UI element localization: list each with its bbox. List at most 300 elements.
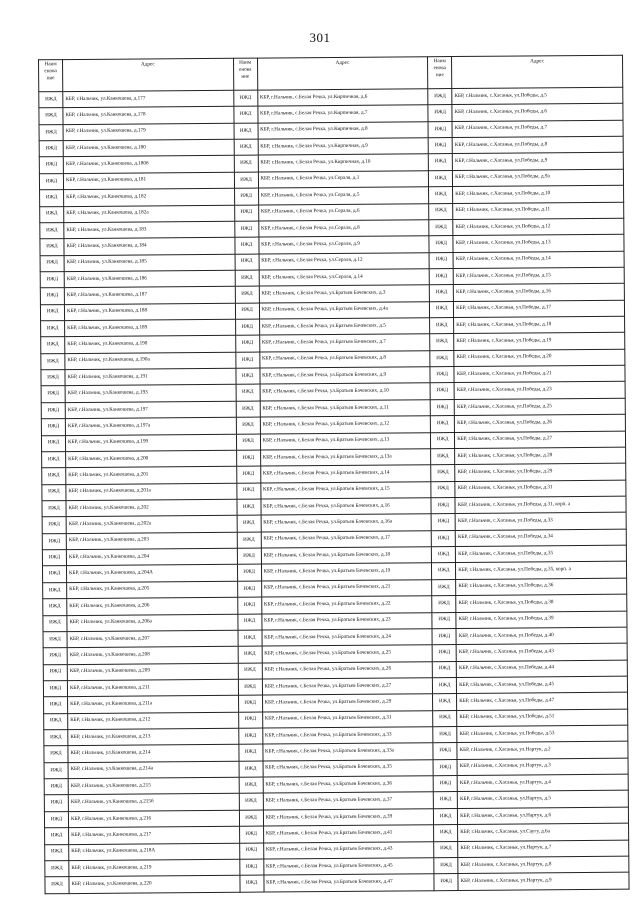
object-type-cell: ИЖД xyxy=(238,630,262,647)
object-type-cell: ИЖД xyxy=(40,304,64,321)
address-cell: КБР, г.Нальчик, с.Хасанья, ул.Победы, д.34 xyxy=(455,529,626,547)
object-type-cell: ИЖД xyxy=(44,746,68,763)
object-type-cell: ИЖД xyxy=(432,596,456,613)
object-type-cell: ИЖД xyxy=(44,795,68,812)
object-type-cell: ИЖД xyxy=(236,466,260,483)
address-cell: КБР, г.Нальчик, ул.Канкошева, д.219 xyxy=(69,859,240,877)
object-type-cell: ИЖД xyxy=(42,533,66,550)
address-cell: КБР, г.Нальчик, с.Белая Речка, ул.Братьев Бачевских, д.22 xyxy=(261,596,432,614)
object-type-cell: ИЖД xyxy=(236,401,260,418)
object-type-cell: ИЖД xyxy=(42,550,66,567)
address-cell: КБР, г.Нальчик, с.Хасанья, ул.Победы, д.45 xyxy=(457,676,628,694)
object-type-cell: ИЖД xyxy=(41,321,65,338)
address-cell: КБР, г.Нальчик, с.Хасанья, ул.Победы, д.40 xyxy=(456,627,627,645)
object-type-cell: ИЖД xyxy=(40,272,64,289)
address-cell: КБР, г.Нальчик, с.Белая Речка, ул.Братьев Бачевских, д.9 xyxy=(260,367,431,385)
address-cell: КБР, г.Нальчик, ул.Канкошева, д.201 xyxy=(66,467,237,485)
address-cell: КБР, г.Нальчик, с.Белая Речка, ул.Сераля, д.1 xyxy=(258,171,429,189)
object-type-cell: ИЖД xyxy=(39,141,63,158)
address-cell: КБР, г.Нальчик, с.Хасанья, ул.Нартук, д.5 xyxy=(457,791,628,809)
address-cell: КБР, г.Нальчик, с.Хасанья, ул.Нартук, д.6 xyxy=(458,807,629,825)
address-cell: КБР, г.Нальчик, с.Хасанья, ул.Саугу, д.6а xyxy=(458,823,629,841)
object-type-cell: ИЖД xyxy=(432,547,456,564)
object-type-cell: ИЖД xyxy=(432,579,456,596)
address-cell: КБР, г.Нальчик, с.Белая Речка, ул.Сераля, д.6 xyxy=(258,203,429,221)
address-cell: КБР, г.Нальчик, с.Хасанья, ул.Победы, д.8 xyxy=(452,136,623,154)
object-type-cell: ИЖД xyxy=(236,368,260,385)
object-type-cell: ИЖД xyxy=(234,172,258,189)
address-cell: КБР, г.Нальчик, ул.Канкошева, д.214 xyxy=(68,745,239,763)
object-type-cell: ИЖД xyxy=(233,106,257,123)
address-cell: КБР, г.Нальчик, с.Хасанья, ул.Победы, д.11 xyxy=(453,202,624,220)
address-cell: КБР, г.Нальчик, с.Белая Речка, ул.Братьев Бачевских, д.5 xyxy=(259,318,430,336)
object-type-cell: ИЖД xyxy=(433,677,457,694)
object-type-cell: ИЖД xyxy=(234,123,258,140)
object-type-cell: ИЖД xyxy=(45,860,69,877)
object-type-cell: ИЖД xyxy=(432,645,456,662)
address-cell: КБР, г.Нальчик, ул.Канкошева, д.182 xyxy=(64,188,235,206)
object-type-cell: ИЖД xyxy=(236,385,260,402)
object-type-cell: ИЖД xyxy=(40,222,64,239)
object-type-cell: ИЖД xyxy=(432,661,456,678)
address-cell: КБР, г.Нальчик, с.Белая Речка, ул.Братьев Бачевских, д.14 xyxy=(260,465,431,483)
address-cell: КБР, г.Нальчик, ул.Канкошева, д.197 xyxy=(65,401,236,419)
address-cell: КБР, г.Нальчик, ул.Канкошева, д.179 xyxy=(63,123,234,141)
object-type-cell: ИЖД xyxy=(433,776,457,793)
address-cell: КБР, г.Нальчик, с.Белая Речка, ул.Братьев Бачевских, д.7 xyxy=(259,334,430,352)
object-type-cell: ИЖД xyxy=(433,759,457,776)
object-type-cell: ИЖД xyxy=(428,154,452,171)
address-cell: КБР, г.Нальчик, ул.Канкошева, д.220 xyxy=(69,875,240,893)
object-type-cell: ИЖД xyxy=(240,875,264,892)
address-cell: КБР, г.Нальчик, ул.Канкошева, д.190а xyxy=(65,352,236,370)
object-type-cell: ИЖД xyxy=(39,157,63,174)
address-cell: КБР, г.Нальчик, ул.Канкошева, д.204А xyxy=(66,565,237,583)
object-type-cell: ИЖД xyxy=(234,221,258,238)
address-cell: КБР, г.Нальчик, с.Хасанья, ул.Победы, д.25 xyxy=(454,398,625,416)
object-type-cell: ИЖД xyxy=(235,286,259,303)
object-type-cell: ИЖД xyxy=(434,841,458,858)
object-type-cell: ИЖД xyxy=(234,139,258,156)
address-cell: КБР, г.Нальчик, с.Белая Речка, ул.Братьев Бачевских, д.24 xyxy=(262,629,433,647)
address-cell: КБР, г.Нальчик, с.Хасанья, ул.Победы, д.51 xyxy=(457,709,628,727)
address-cell: КБР, г.Нальчик, ул.Канкошева, д.201а xyxy=(66,483,237,501)
address-cell: КБР, г.Нальчик, с.Хасанья, ул.Победы, д.17 xyxy=(454,300,625,318)
address-cell: КБР, г.Нальчик, ул.Канкошева, д.203 xyxy=(66,532,237,550)
address-cell: КБР, г.Нальчик, ул.Канкошева, д.216 xyxy=(68,810,239,828)
object-type-cell: ИЖД xyxy=(429,236,453,253)
address-cell: КБР, г.Нальчик, с.Белая Речка, ул.Братьев Бачевских, д.12 xyxy=(260,416,431,434)
address-cell: КБР, г.Нальчик, с.Белая Речка, ул.Кирпичная, д.7 xyxy=(257,105,428,123)
address-cell: КБР, г.Нальчик, с.Белая Речка, ул.Братьев Бачевских, д.18 xyxy=(261,547,432,565)
address-cell: КБР, г.Нальчик, с.Белая Речка, ул.Сераля, д.8 xyxy=(258,220,429,238)
object-type-cell: ИЖД xyxy=(233,90,257,107)
object-type-cell: ИЖД xyxy=(429,219,453,236)
object-type-cell: ИЖД xyxy=(238,663,262,680)
address-cell: КБР, г.Нальчик, с.Хасанья, ул.Победы, д.12 xyxy=(453,218,624,236)
address-cell: КБР, г.Нальчик, с.Белая Речка, ул.Братьев Бачевских, д.27 xyxy=(262,678,433,696)
object-type-cell: ИЖД xyxy=(235,303,259,320)
object-type-cell: ИЖД xyxy=(430,350,454,367)
address-table xyxy=(38,55,629,894)
address-cell: КБР, г.Нальчик, ул.Канкошева, д.186 xyxy=(64,270,235,288)
address-cell: КБР, г.Нальчик, с.Белая Речка, ул.Кирпичная, д.8 xyxy=(258,121,429,139)
address-cell: КБР, г.Нальчик, ул.Канкошева, д.190 xyxy=(65,336,236,354)
object-type-cell: ИЖД xyxy=(239,826,263,843)
address-cell: КБР, г.Нальчик, с.Хасанья, ул.Победы, д.28 xyxy=(455,447,626,465)
object-type-cell: ИЖД xyxy=(429,252,453,269)
address-cell: КБР, г.Нальчик, с.Хасанья, ул.Победы, д.47 xyxy=(457,692,628,710)
address-cell: КБР, г.Нальчик, с.Белая Речка, ул.Братьев Бачевских, д.47 xyxy=(264,874,435,892)
object-type-cell: ИЖД xyxy=(428,138,452,155)
address-cell: КБР, г.Нальчик, ул.Канкошева, д.183 xyxy=(64,221,235,239)
address-cell: КБР, г.Нальчик, ул.Канкошева, д.214а xyxy=(68,761,239,779)
header-address-3: Адрес xyxy=(452,55,623,88)
header-name-3: Наим енова ние xyxy=(428,57,452,89)
address-cell: КБР, г.Нальчик, с.Хасанья, ул.Победы, д.26 xyxy=(455,414,626,432)
address-cell: КБР, г.Нальчик, с.Хасанья, ул.Победы, д.31 xyxy=(455,480,626,498)
object-type-cell: ИЖД xyxy=(235,237,259,254)
address-cell: КБР, г.Нальчик, с.Белая Речка, ул.Сераля, д.14 xyxy=(259,269,430,287)
object-type-cell: ИЖД xyxy=(43,582,67,599)
address-cell: КБР, г.Нальчик, с.Белая Речка, ул.Братьев Бачевских, д.36 xyxy=(263,776,434,794)
object-type-cell: ИЖД xyxy=(239,859,263,876)
object-type-cell: ИЖД xyxy=(44,713,68,730)
address-cell: КБР, г.Нальчик, ул.Канкошева, д.211 xyxy=(67,679,238,697)
object-type-cell: ИЖД xyxy=(238,712,262,729)
address-cell: КБР, г.Нальчик, с.Хасанья, ул.Победы, д.6 xyxy=(452,104,623,122)
address-cell: КБР, г.Нальчик, с.Хасанья, ул.Победы, д.38 xyxy=(456,594,627,612)
object-type-cell: ИЖД xyxy=(238,679,262,696)
object-type-cell: ИЖД xyxy=(39,124,63,141)
object-type-cell: ИЖД xyxy=(236,483,260,500)
address-cell: КБР, г.Нальчик, ул.Канкошева, д.215б xyxy=(68,794,239,812)
address-cell: КБР, г.Нальчик, с.Белая Речка, ул.Братьев Бачевских, д.41 xyxy=(263,825,434,843)
object-type-cell: ИЖД xyxy=(429,187,453,204)
address-cell: КБР, г.Нальчик, с.Белая Речка, ул.Братьев Бачевских, д.21 xyxy=(261,579,432,597)
object-type-cell: ИЖД xyxy=(237,614,261,631)
address-cell: КБР, г.Нальчик, ул.Канкошева, д.218А xyxy=(69,843,240,861)
object-type-cell: ИЖД xyxy=(41,419,65,436)
address-cell: КБР, г.Нальчик, с.Белая Речка, ул.Братьев Бачевских, д.45 xyxy=(263,858,434,876)
object-type-cell: ИЖД xyxy=(239,777,263,794)
object-type-cell: ИЖД xyxy=(41,370,65,387)
address-cell: КБР, г.Нальчик, с.Хасанья, ул.Победы, д.15 xyxy=(453,267,624,285)
object-type-cell: ИЖД xyxy=(237,597,261,614)
address-cell: КБР, г.Нальчик, с.Хасанья, ул.Победы, д.7 xyxy=(452,120,623,138)
address-cell: КБР, г.Нальчик, с.Хасанья, ул.Победы, д.35, корп. а xyxy=(456,562,627,580)
object-type-cell: ИЖД xyxy=(44,779,68,796)
address-cell: КБР, г.Нальчик, с.Хасанья, ул.Победы, д.39 xyxy=(456,611,627,629)
object-type-cell: ИЖД xyxy=(428,121,452,138)
header-address-1: Адрес xyxy=(63,58,234,91)
object-type-cell: ИЖД xyxy=(239,761,263,778)
address-cell: КБР, г.Нальчик, с.Хасанья, ул.Нартук, д.4 xyxy=(457,774,628,792)
address-cell: КБР, г.Нальчик, с.Хасанья, ул.Победы, д.36 xyxy=(456,578,627,596)
object-type-cell: ИЖД xyxy=(44,730,68,747)
object-type-cell: ИЖД xyxy=(45,877,69,894)
object-type-cell: ИЖД xyxy=(431,448,455,465)
address-cell: КБР, г.Нальчик, ул.Канкошева, д.204 xyxy=(66,548,237,566)
address-cell: КБР, г.Нальчик, с.Белая Речка, ул.Братьев Бачевских, д.13а xyxy=(260,449,431,467)
object-type-cell: ИЖД xyxy=(40,206,64,223)
address-cell: КБР, г.Нальчик, с.Хасанья, ул.Победы, д.9 xyxy=(452,153,623,171)
address-cell: КБР, г.Нальчик, ул.Канкошева, д.208 xyxy=(67,646,238,664)
address-cell: КБР, г.Нальчик, с.Хасанья, ул.Победы, д.21 xyxy=(454,365,625,383)
address-cell: КБР, г.Нальчик, с.Белая Речка, ул.Братьев Бачевских, д.19 xyxy=(261,563,432,581)
object-type-cell: ИЖД xyxy=(42,484,66,501)
object-type-cell: ИЖД xyxy=(433,694,457,711)
object-type-cell: ИЖД xyxy=(429,203,453,220)
object-type-cell: ИЖД xyxy=(432,563,456,580)
address-cell: КБР, г.Нальчик, ул.Канкошева, д.185 xyxy=(64,254,235,272)
object-type-cell: ИЖД xyxy=(237,564,261,581)
address-cell: КБР, г.Нальчик, с.Белая Речка, ул.Кирпичная, д.9 xyxy=(258,138,429,156)
address-cell: КБР, г.Нальчик, с.Хасанья, ул.Победы, д.13 xyxy=(453,234,624,252)
object-type-cell: ИЖД xyxy=(234,205,258,222)
object-type-cell: ИЖД xyxy=(430,399,454,416)
address-cell: КБР, г.Нальчик, с.Хасанья, ул.Победы, д.14 xyxy=(453,251,624,269)
address-cell: КБР, г.Нальчик, с.Хасанья, ул.Победы, д.29 xyxy=(455,463,626,481)
address-cell: КБР, г.Нальчик, ул.Канкошева, д.191 xyxy=(65,368,236,386)
object-type-cell: ИЖД xyxy=(234,188,258,205)
object-type-cell: ИЖД xyxy=(433,792,457,809)
object-type-cell: ИЖД xyxy=(432,628,456,645)
object-type-cell: ИЖД xyxy=(41,435,65,452)
object-type-cell: ИЖД xyxy=(40,255,64,272)
object-type-cell: ИЖД xyxy=(45,844,69,861)
header-address-2: Адрес xyxy=(257,57,428,90)
address-cell: КБР, г.Нальчик, с.Хасанья, ул.Нартук, д.7 xyxy=(458,840,629,858)
address-cell: КБР, г.Нальчик, ул.Канкошева, д.209 xyxy=(67,663,238,681)
object-type-cell: ИЖД xyxy=(40,190,64,207)
address-cell: КБР, г.Нальчик, с.Белая Речка, ул.Братьев Бачевских, д.39 xyxy=(263,809,434,827)
object-type-cell: ИЖД xyxy=(432,612,456,629)
object-type-cell: ИЖД xyxy=(431,498,455,515)
address-cell: КБР, г.Нальчик, ул.Канкошева, д.211а xyxy=(68,696,239,714)
object-type-cell: ИЖД xyxy=(43,664,67,681)
address-cell: КБР, г.Нальчик, с.Белая Речка, ул.Братьев Бачевских, д.17 xyxy=(261,530,432,548)
address-cell: КБР, г.Нальчик, с.Хасанья, ул.Победы, д.19 xyxy=(454,333,625,351)
address-cell: КБР, г.Нальчик, с.Белая Речка, ул.Братьев Бачевских, д.11 xyxy=(260,400,431,418)
object-type-cell: ИЖД xyxy=(238,646,262,663)
address-cell: КБР, г.Нальчик, ул.Канкошева, д.181 xyxy=(63,172,234,190)
object-type-cell: ИЖД xyxy=(433,727,457,744)
object-type-cell: ИЖД xyxy=(43,631,67,648)
address-cell: КБР, г.Нальчик, с.Хасанья, ул.Победы, д.35 xyxy=(456,545,627,563)
address-cell: КБР, г.Нальчик, с.Хасанья, ул.Победы, д.44 xyxy=(456,660,627,678)
object-type-cell: ИЖД xyxy=(430,318,454,335)
address-cell: КБР, г.Нальчик, с.Хасанья, ул.Победы, д.43 xyxy=(456,643,627,661)
address-cell: КБР, г.Нальчик, с.Белая Речка, ул.Братьев Бачевских, д.16а xyxy=(261,514,432,532)
object-type-cell: ИЖД xyxy=(39,173,63,190)
object-type-cell: ИЖД xyxy=(44,811,68,828)
object-type-cell: ИЖД xyxy=(434,808,458,825)
address-cell: КБР, г.Нальчик, ул.Канкошева, д.202а xyxy=(66,516,237,534)
address-cell: КБР, г.Нальчик, ул.Канкошева, д.206а xyxy=(67,614,238,632)
object-type-cell: ИЖД xyxy=(237,515,261,532)
address-cell: КБР, г.Нальчик, с.Белая Речка, ул.Сераля, д.9 xyxy=(259,236,430,254)
address-cell: КБР, г.Нальчик, с.Белая Речка, ул.Братьев Бачевских, д.8 xyxy=(259,350,430,368)
address-cell: КБР, г.Нальчик, с.Хасанья, ул.Победы, д.53 xyxy=(457,725,628,743)
object-type-cell: ИЖД xyxy=(42,517,66,534)
address-cell: КБР, г.Нальчик, с.Белая Речка, ул.Братьев Бачевских, д.33а xyxy=(262,743,433,761)
address-cell: КБР, г.Нальчик, ул.Канкошева, д.215 xyxy=(68,777,239,795)
object-type-cell: ИЖД xyxy=(239,843,263,860)
address-cell: КБР, г.Нальчик, с.Хасанья, ул.Победы, д.20 xyxy=(454,349,625,367)
object-type-cell: ИЖД xyxy=(429,285,453,302)
object-type-cell: ИЖД xyxy=(42,501,66,518)
object-type-cell: ИЖД xyxy=(430,301,454,318)
object-type-cell: ИЖД xyxy=(43,681,67,698)
address-cell: КБР, г.Нальчик, с.Белая Речка, ул.Братьев Бачевских, д.43 xyxy=(263,841,434,859)
object-type-cell: ИЖД xyxy=(237,499,261,516)
address-cell: КБР, г.Нальчик, с.Белая Речка, ул.Братьев Бачевских, д.23 xyxy=(261,612,432,630)
object-type-cell: ИЖД xyxy=(237,548,261,565)
object-type-cell: ИЖД xyxy=(236,450,260,467)
address-cell: КБР, г.Нальчик, с.Белая Речка, ул.Братьев Бачевских, д.13 xyxy=(260,432,431,450)
address-cell: КБР, г.Нальчик, ул.Канкошева, д.197а xyxy=(65,417,236,435)
table-row xyxy=(45,872,629,893)
address-cell: КБР, г.Нальчик, с.Хасанья, ул.Победы, д.33 xyxy=(455,513,626,531)
address-cell: КБР, г.Нальчик, с.Хасанья, ул.Нартук, д.3 xyxy=(457,758,628,776)
address-cell: КБР, г.Нальчик, с.Белая Речка, ул.Братьев Бачевских, д.29 xyxy=(262,694,433,712)
object-type-cell: ИЖД xyxy=(431,432,455,449)
address-cell: КБР, г.Нальчик, с.Белая Речка, ул.Сераля, д.5 xyxy=(258,187,429,205)
address-cell: КБР, г.Нальчик, с.Хасанья, ул.Победы, д.23 xyxy=(454,382,625,400)
object-type-cell: ИЖД xyxy=(431,514,455,531)
object-type-cell: ИЖД xyxy=(235,352,259,369)
object-type-cell: ИЖД xyxy=(235,319,259,336)
address-cell: КБР, г.Нальчик, ул.Канкошева, д.182а xyxy=(64,205,235,223)
address-cell: КБР, г.Нальчик, с.Хасанья, ул.Победы, д.5 xyxy=(452,87,623,105)
object-type-cell: ИЖД xyxy=(430,334,454,351)
address-cell: КБР, г.Нальчик, с.Белая Речка, ул.Сераля, д.12 xyxy=(259,252,430,270)
object-type-cell: ИЖД xyxy=(41,386,65,403)
address-cell: КБР, г.Нальчик, с.Хасанья, ул.Победы, д.10 xyxy=(453,185,624,203)
object-type-cell: ИЖД xyxy=(239,810,263,827)
table-body xyxy=(39,87,629,893)
address-cell: КБР, г.Нальчик, ул.Канкошева, д.189 xyxy=(65,319,236,337)
object-type-cell: ИЖД xyxy=(430,383,454,400)
object-type-cell: ИЖД xyxy=(239,794,263,811)
address-cell: КБР, г.Нальчик, ул.Канкошева, д.205 xyxy=(67,581,238,599)
address-cell: КБР, г.Нальчик, с.Белая Речка, ул.Братьев Бачевских, д.16 xyxy=(261,498,432,516)
object-type-cell: ИЖД xyxy=(431,465,455,482)
header-name-1: Наим енова ние xyxy=(39,60,63,92)
address-cell: КБР, г.Нальчик, ул.Канкошева, д.180б xyxy=(63,156,234,174)
object-type-cell: ИЖД xyxy=(236,417,260,434)
object-type-cell: ИЖД xyxy=(429,268,453,285)
object-type-cell: ИЖД xyxy=(42,566,66,583)
address-cell: КБР, г.Нальчик, с.Хасанья, ул.Нартук, д.8 xyxy=(458,856,629,874)
address-cell: КБР, г.Нальчик, ул.Канкошева, д.178 xyxy=(63,107,234,125)
address-cell: КБР, г.Нальчик, с.Белая Речка, ул.Братьев Бачевских, д.4а xyxy=(259,301,430,319)
address-cell: КБР, г.Нальчик, с.Белая Речка, ул.Братьев Бачевских, д.33 xyxy=(262,727,433,745)
object-type-cell: ИЖД xyxy=(40,239,64,256)
object-type-cell: ИЖД xyxy=(42,468,66,485)
address-cell: КБР, г.Нальчик, с.Хасанья, ул.Победы, д.27 xyxy=(455,431,626,449)
object-type-cell: ИЖД xyxy=(41,353,65,370)
table-header xyxy=(39,55,623,92)
object-type-cell: ИЖД xyxy=(43,648,67,665)
address-cell: КБР, г.Нальчик, с.Белая Речка, ул.Кирпичная, д.6 xyxy=(257,89,428,107)
object-type-cell: ИЖД xyxy=(434,825,458,842)
address-cell: КБР, г.Нальчик, с.Белая Речка, ул.Братьев Бачевских, д.35 xyxy=(263,759,434,777)
object-type-cell: ИЖД xyxy=(430,367,454,384)
object-type-cell: ИЖД xyxy=(235,270,259,287)
object-type-cell: ИЖД xyxy=(43,615,67,632)
address-cell: КБР, г.Нальчик, с.Хасанья, ул.Нартук, д.2 xyxy=(457,742,628,760)
address-cell: КБР, г.Нальчик, ул.Канкошева, д.206 xyxy=(67,597,238,615)
address-cell: КБР, г.Нальчик, ул.Канкошева, д.184 xyxy=(64,237,235,255)
object-type-cell: ИЖД xyxy=(237,581,261,598)
address-cell: КБР, г.Нальчик, ул.Канкошева, д.217 xyxy=(69,826,240,844)
object-type-cell: ИЖД xyxy=(42,451,66,468)
address-cell: КБР, г.Нальчик, с.Белая Речка, ул.Братьев Бачевских, д.26 xyxy=(262,661,433,679)
address-cell: КБР, г.Нальчик, ул.Канкошева, д.187 xyxy=(64,287,235,305)
object-type-cell: ИЖД xyxy=(238,695,262,712)
address-cell: КБР, г.Нальчик, с.Белая Речка, ул.Братьев Бачевских, д.10 xyxy=(260,383,431,401)
object-type-cell: ИЖД xyxy=(238,728,262,745)
address-cell: КБР, г.Нальчик, с.Хасанья, ул.Победы, д.18 xyxy=(454,316,625,334)
object-type-cell: ИЖД xyxy=(428,105,452,122)
address-cell: КБР, г.Нальчик, с.Хасанья, ул.Победы, д.9а xyxy=(453,169,624,187)
address-cell: КБР, г.Нальчик, ул.Канкошева, д.193 xyxy=(65,385,236,403)
object-type-cell: ИЖД xyxy=(431,416,455,433)
address-cell: КБР, г.Нальчик, ул.Канкошева, д.200 xyxy=(66,450,237,468)
object-type-cell: ИЖД xyxy=(234,156,258,173)
address-cell: КБР, г.Нальчик, ул.Канкошева, д.202 xyxy=(66,499,237,517)
object-type-cell: ИЖД xyxy=(238,744,262,761)
object-type-cell: ИЖД xyxy=(41,337,65,354)
address-cell: КБР, г.Нальчик, ул.Канкошева, д.188 xyxy=(64,303,235,321)
object-type-cell: ИЖД xyxy=(428,89,452,106)
page-number: 301 xyxy=(309,30,331,45)
object-type-cell: ИЖД xyxy=(45,828,69,845)
object-type-cell: ИЖД xyxy=(39,92,63,109)
address-cell: КБР, г.Нальчик, ул.Канкошева, д.207 xyxy=(67,630,238,648)
address-cell: КБР, г.Нальчик, ул.Канкошева, д.180 xyxy=(63,139,234,157)
address-cell: КБР, г.Нальчик, ул.Канкошева, д.213 xyxy=(68,728,239,746)
object-type-cell: ИЖД xyxy=(431,530,455,547)
object-type-cell: ИЖД xyxy=(433,743,457,760)
object-type-cell: ИЖД xyxy=(41,402,65,419)
address-cell: КБР, г.Нальчик, с.Хасанья, ул.Победы, д.16 xyxy=(453,284,624,302)
object-type-cell: ИЖД xyxy=(429,170,453,187)
address-cell: КБР, г.Нальчик, ул.Канкошева, д.212 xyxy=(68,712,239,730)
object-type-cell: ИЖД xyxy=(236,434,260,451)
address-cell: КБР, г.Нальчик, с.Белая Речка, ул.Братьев Бачевских, д.15 xyxy=(260,481,431,499)
object-type-cell: ИЖД xyxy=(44,762,68,779)
address-cell: КБР, г.Нальчик, с.Хасанья, ул.Нартук, д.9 xyxy=(458,872,629,890)
address-cell: КБР, г.Нальчик, с.Хасанья, ул.Победы, д.31, корп. а xyxy=(455,496,626,514)
address-cell: КБР, г.Нальчик, ул.Канкошева, д.177 xyxy=(63,90,234,108)
object-type-cell: ИЖД xyxy=(434,874,458,891)
object-type-cell: ИЖД xyxy=(43,599,67,616)
object-type-cell: ИЖД xyxy=(235,254,259,271)
address-cell: КБР, г.Нальчик, с.Белая Речка, ул.Братьев Бачевских, д.31 xyxy=(262,710,433,728)
header-name-2: Наим енова ние xyxy=(233,58,257,90)
address-cell: КБР, г.Нальчик, ул.Канкошева, д.199 xyxy=(65,434,236,452)
address-cell: КБР, г.Нальчик, с.Белая Речка, ул.Братьев Бачевских, д.37 xyxy=(263,792,434,810)
address-cell: КБР, г.Нальчик, с.Белая Речка, ул.Братьев Бачевских, д.25 xyxy=(262,645,433,663)
address-cell: КБР, г.Нальчик, с.Белая Речка, ул.Кирпичная, д.10 xyxy=(258,154,429,172)
object-type-cell: ИЖД xyxy=(40,288,64,305)
object-type-cell: ИЖД xyxy=(39,108,63,125)
object-type-cell: ИЖД xyxy=(434,857,458,874)
object-type-cell: ИЖД xyxy=(235,335,259,352)
